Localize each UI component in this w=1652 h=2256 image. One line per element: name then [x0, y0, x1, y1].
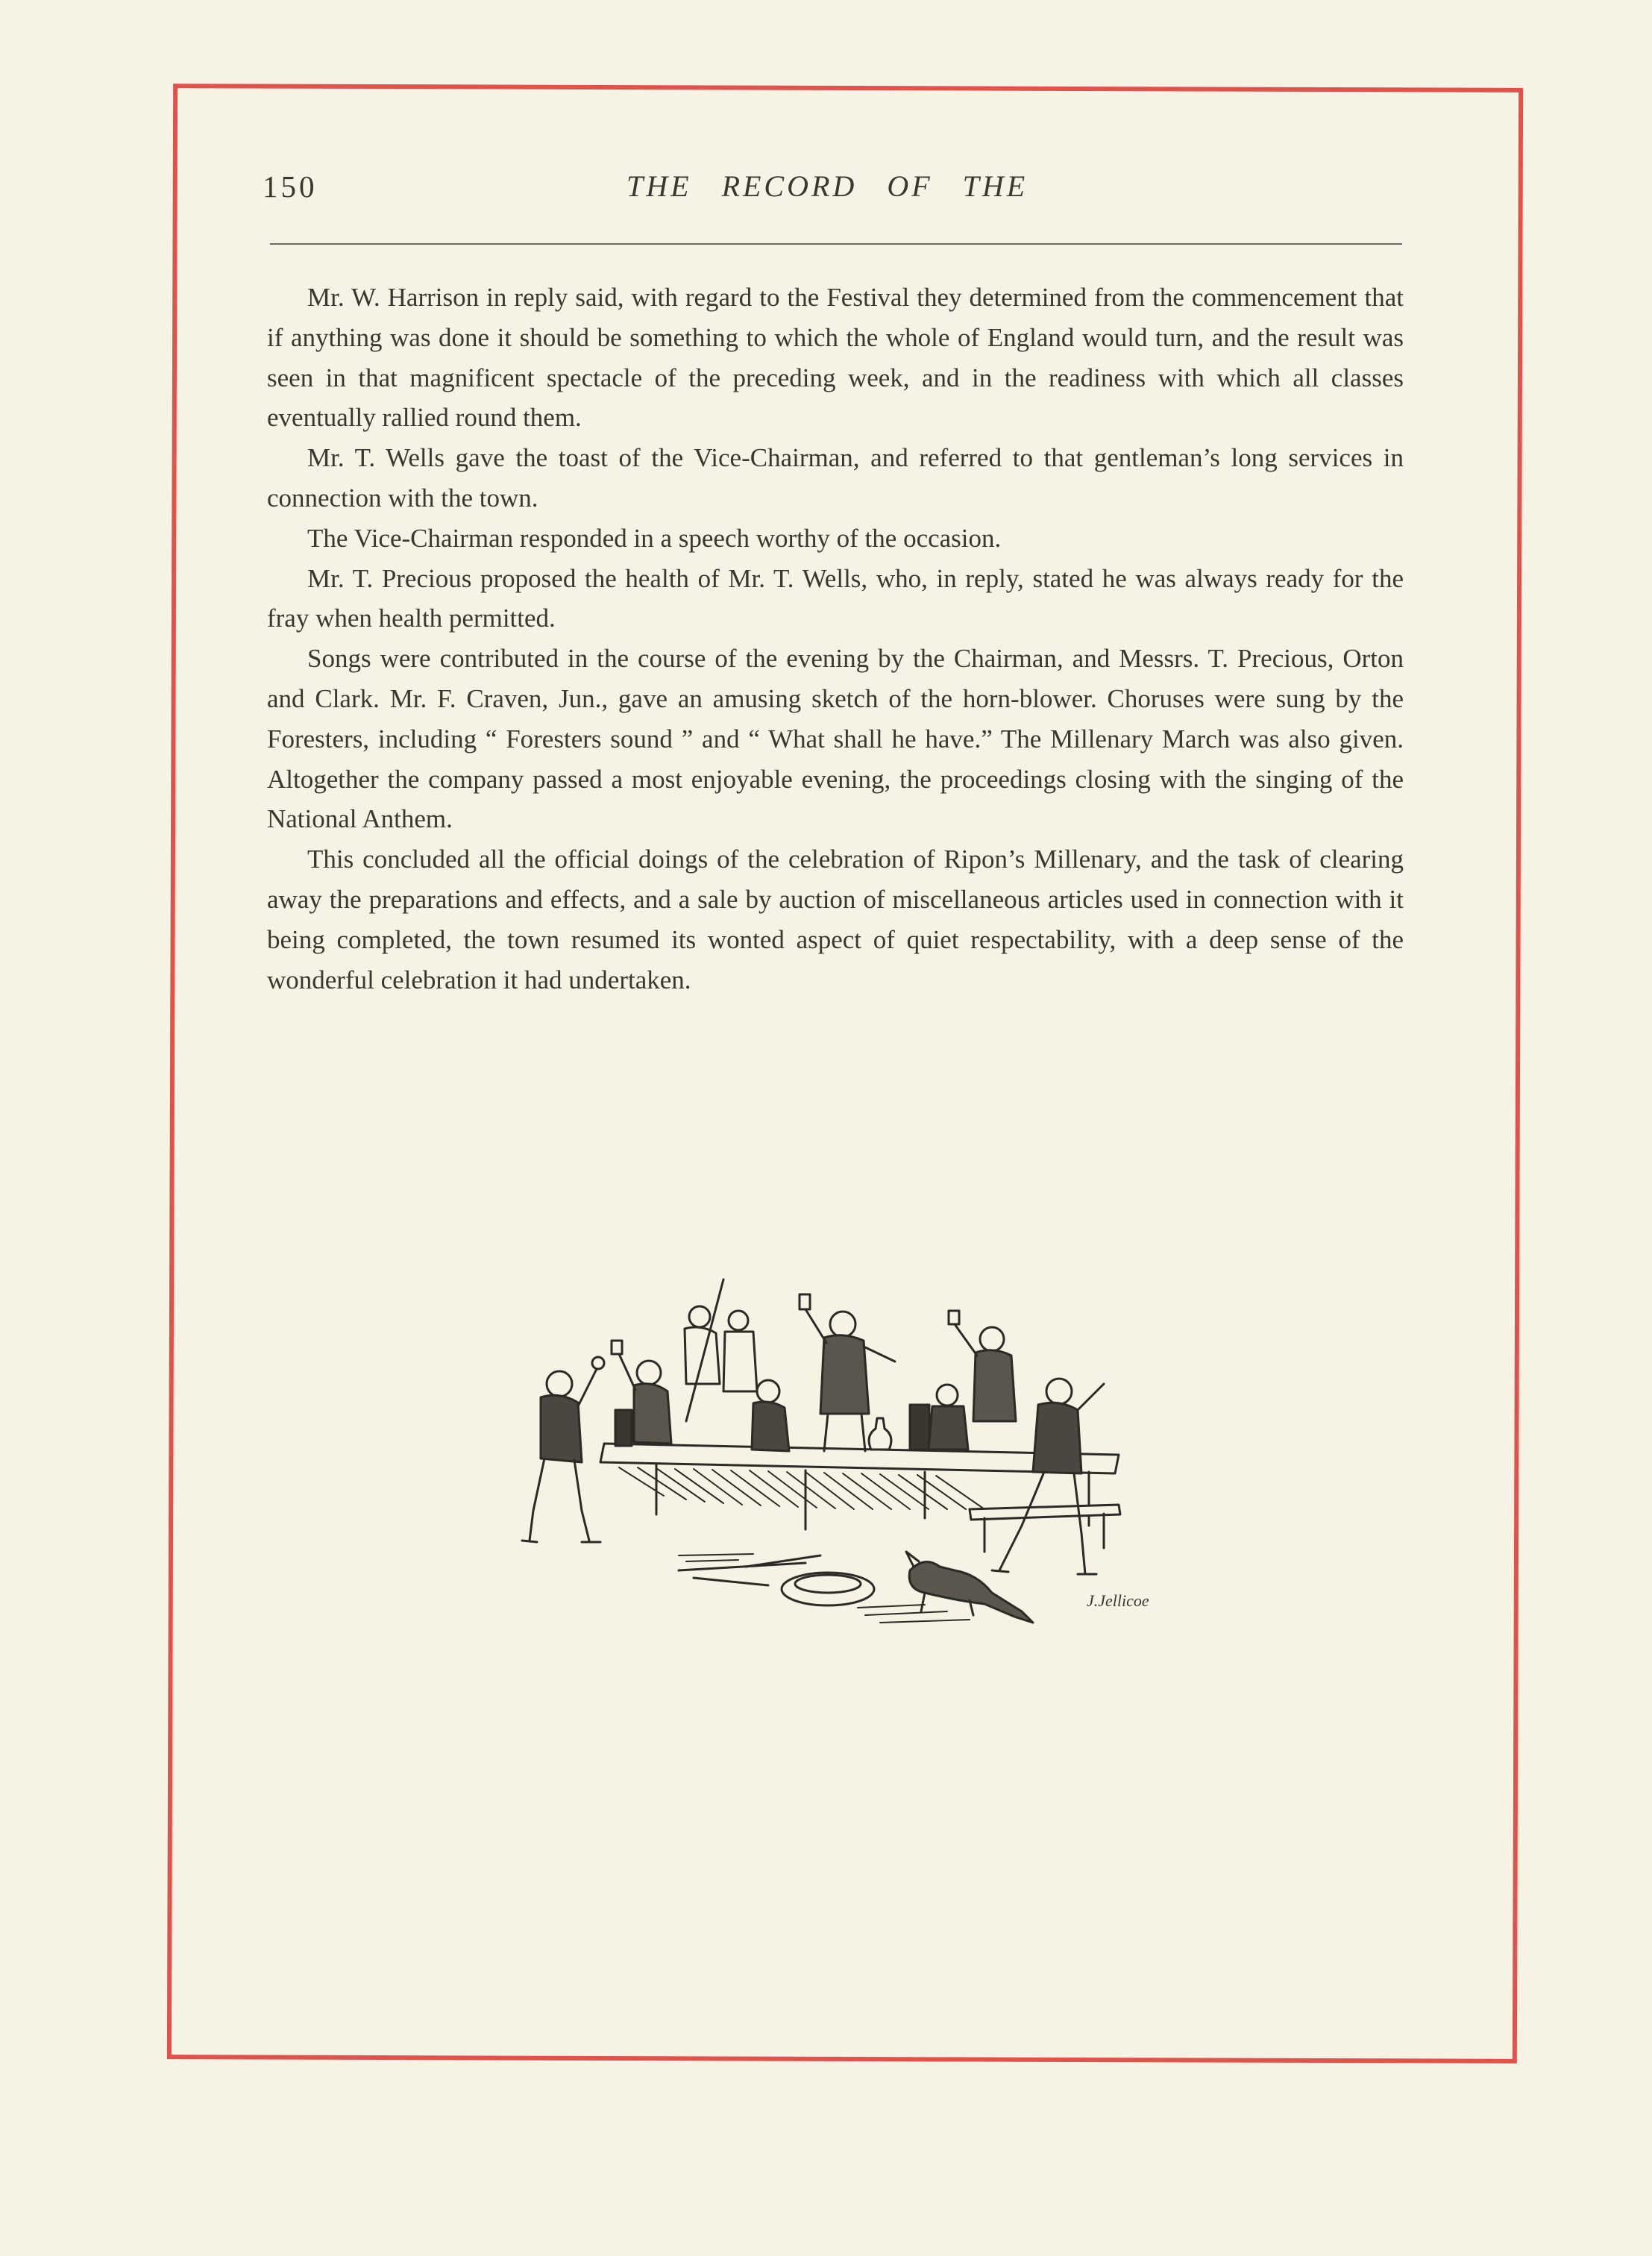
- paragraph: This concluded all the official doings of the celebration of Ripon’s Millenary, and the task of clearing away the preparations and effects, and a sale by auction of miscellaneous articles used in connection with it being completed, the town resumed its wonted aspect of quiet respectability, with a deep sense of the wonderful celebration it had undertaken.: [267, 845, 1404, 994]
- running-title: THE RECORD OF THE: [626, 169, 1028, 203]
- paragraph: Mr. W. Harrison in reply said, with regard to the Festival they determined from the commencement that if anything was done it should be something to which the whole of England would turn, and the result was seen in that magnificent spectacle of the preceding week, and in the readiness with which all classes eventually rallied round them.: [267, 283, 1404, 433]
- paragraph: Songs were contributed in the course of the evening by the Chairman, and Messrs. T. Precious, Orton and Clark. Mr. F. Craven, Jun., gave an amusing sketch of the horn-blower. Choruses were sung by the Foresters, including “ Foresters sound ” and “ What shall he have.” The Millenary March was also given. Altogether the company passed a most enjoyable evening, the proceedings closing with the singing of the National Anthem.: [267, 644, 1404, 834]
- illustration-signature: J.Jellicoe: [1087, 1591, 1149, 1610]
- paragraph: Mr. T. Wells gave the toast of the Vice-Chairman, and referred to that gentleman’s long services in connection with the town.: [267, 443, 1404, 513]
- paragraph: Mr. T. Precious proposed the health of Mr. T. Wells, who, in reply, stated he was always ready for the fray when health permitted.: [267, 563, 1404, 633]
- header-rule: [270, 243, 1402, 245]
- feast-illustration: [507, 1272, 1163, 1660]
- page-number: 150: [263, 169, 318, 204]
- paragraph: The Vice-Chairman responded in a speech worthy of the occasion.: [307, 523, 1002, 553]
- running-head: [0, 164, 1652, 209]
- body-text: [267, 278, 1404, 1000]
